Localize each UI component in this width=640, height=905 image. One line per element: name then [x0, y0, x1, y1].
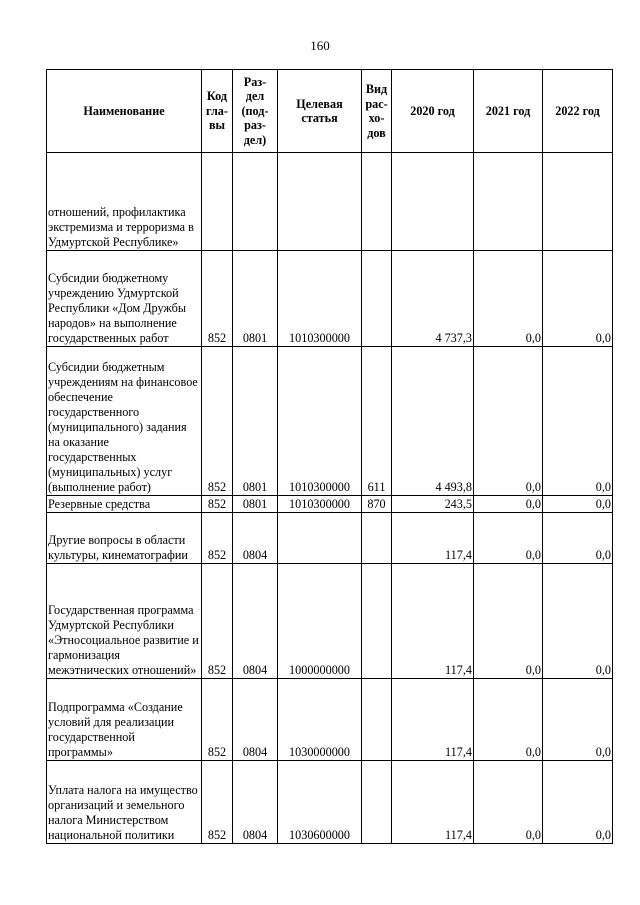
cell-2021: 0,0 [474, 496, 543, 513]
cell-name: отношений, профилактика экстремизма и терроризма в Удмуртской Республике» [47, 153, 202, 251]
table-row [47, 513, 613, 564]
header-name: Наименование [47, 70, 202, 153]
cell-code [202, 153, 233, 251]
budget-table [46, 69, 613, 844]
cell-2022: 0,0 [543, 496, 613, 513]
cell-2022: 0,0 [543, 564, 613, 679]
cell-section: 0804 [233, 761, 278, 844]
cell-type [362, 564, 392, 679]
table-row [47, 761, 613, 844]
cell-code: 852 [202, 496, 233, 513]
cell-type [362, 153, 392, 251]
cell-section: 0801 [233, 251, 278, 347]
cell-code: 852 [202, 679, 233, 761]
cell-2021: 0,0 [474, 347, 543, 496]
cell-target: 1010300000 [278, 347, 362, 496]
page-number: 160 [310, 38, 330, 53]
cell-code: 852 [202, 347, 233, 496]
cell-target: 1010300000 [278, 496, 362, 513]
cell-2021: 0,0 [474, 761, 543, 844]
cell-2020: 117,4 [392, 564, 474, 679]
cell-name: Уплата налога на имущество организаций и земельного налога Министерством национальной политики [47, 761, 202, 844]
cell-type [362, 761, 392, 844]
cell-target: 1030000000 [278, 679, 362, 761]
cell-type [362, 251, 392, 347]
cell-name: Подпрограмма «Создание условий для реализации государственной программы» [47, 679, 202, 761]
cell-2022: 0,0 [543, 679, 613, 761]
cell-2021 [474, 153, 543, 251]
table-header-row [47, 70, 613, 153]
cell-section: 0804 [233, 513, 278, 564]
header-2020: 2020 год [392, 70, 474, 153]
cell-target: 1000000000 [278, 564, 362, 679]
table-row [47, 153, 613, 251]
table-row [47, 347, 613, 496]
header-section: Раз- дел (под- раз- дел) [233, 70, 278, 153]
cell-code: 852 [202, 513, 233, 564]
cell-2022: 0,0 [543, 761, 613, 844]
cell-2020: 117,4 [392, 679, 474, 761]
cell-2020: 4 737,3 [392, 251, 474, 347]
cell-2022: 0,0 [543, 513, 613, 564]
cell-2021: 0,0 [474, 679, 543, 761]
cell-name: Субсидии бюджетным учреждениям на финансовое обеспечение государственного (муниципального) задания на оказание государственных (муниципальных) услуг (выполнение работ) [47, 347, 202, 496]
cell-2021: 0,0 [474, 513, 543, 564]
cell-target [278, 153, 362, 251]
header-2021: 2021 год [474, 70, 543, 153]
cell-type [362, 513, 392, 564]
cell-section: 0801 [233, 496, 278, 513]
cell-2022 [543, 153, 613, 251]
table-row [47, 679, 613, 761]
cell-section: 0804 [233, 679, 278, 761]
table-row [47, 564, 613, 679]
cell-2021: 0,0 [474, 564, 543, 679]
cell-code: 852 [202, 761, 233, 844]
cell-2022: 0,0 [543, 251, 613, 347]
cell-2020: 117,4 [392, 761, 474, 844]
cell-type: 611 [362, 347, 392, 496]
table-row [47, 251, 613, 347]
cell-type: 870 [362, 496, 392, 513]
cell-section [233, 153, 278, 251]
cell-name: Резервные средства [47, 496, 202, 513]
table-row [47, 496, 613, 513]
cell-target [278, 513, 362, 564]
cell-target: 1030600000 [278, 761, 362, 844]
cell-code: 852 [202, 564, 233, 679]
cell-name: Государственная программа Удмуртской Республики «Этносоциальное развитие и гармонизация межэтнических отношений» [47, 564, 202, 679]
header-2022: 2022 год [543, 70, 613, 153]
header-expense-type: Вид рас- хо- дов [362, 70, 392, 153]
cell-2022: 0,0 [543, 347, 613, 496]
cell-2020: 117,4 [392, 513, 474, 564]
header-code: Код гла- вы [202, 70, 233, 153]
cell-target: 1010300000 [278, 251, 362, 347]
cell-section: 0801 [233, 347, 278, 496]
header-target: Целевая статья [278, 70, 362, 153]
cell-2021: 0,0 [474, 251, 543, 347]
cell-2020 [392, 153, 474, 251]
cell-type [362, 679, 392, 761]
cell-section: 0804 [233, 564, 278, 679]
cell-code: 852 [202, 251, 233, 347]
cell-name: Субсидии бюджетному учреждению Удмуртской Республики «Дом Дружбы народов» на выполнение государственных работ [47, 251, 202, 347]
cell-2020: 243,5 [392, 496, 474, 513]
cell-2020: 4 493,8 [392, 347, 474, 496]
cell-name: Другие вопросы в области культуры, кинематографии [47, 513, 202, 564]
